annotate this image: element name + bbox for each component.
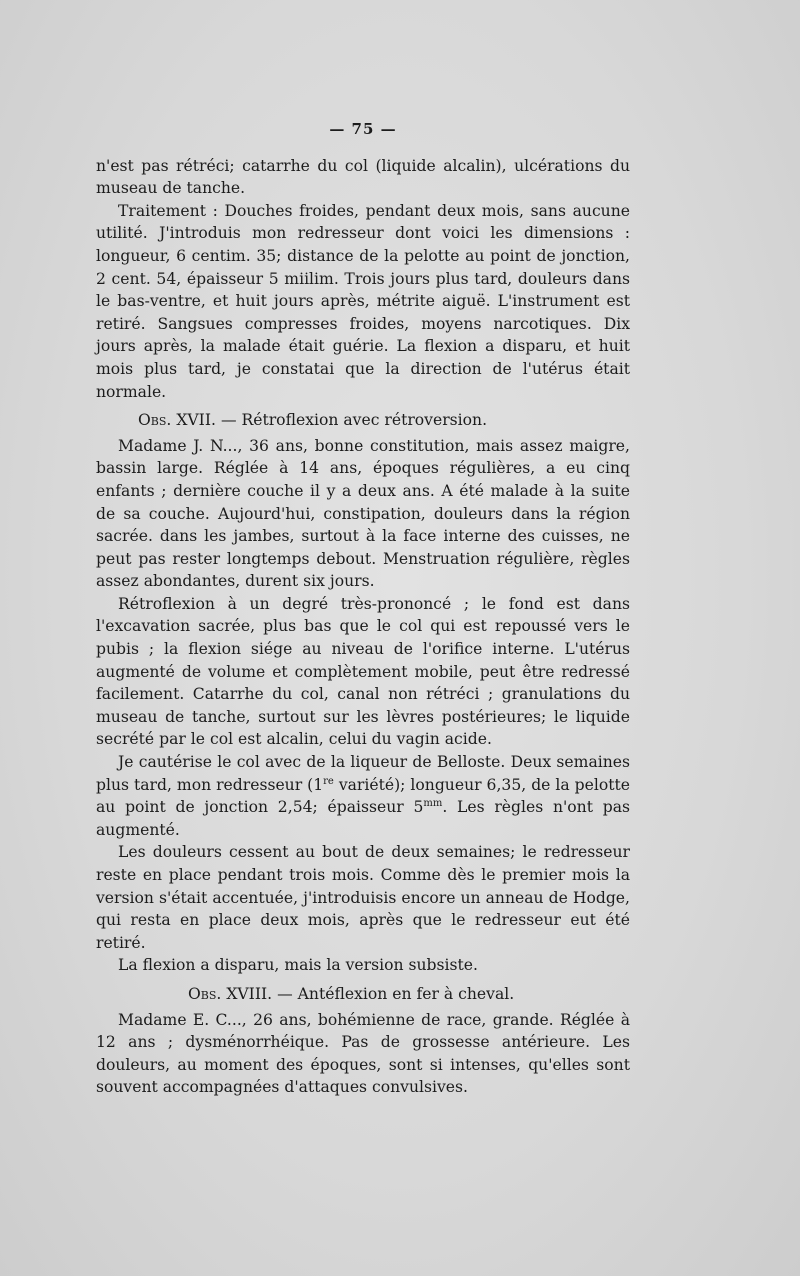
obs18-paragraph: Madame E. C..., 26 ans, bohémienne de race, grande. Réglée à 12 ans ; dysménorrhéique. Pas de grossesse antérieure. Les douleurs, au moment des époques, sont si intenses, qu'elles sont souvent accompagnées d'attaques convulsives. — [96, 1010, 630, 1097]
observation-heading-17 — [96, 409, 630, 432]
observation-heading-18 — [96, 983, 630, 1006]
obs17-paragraph: Les douleurs cessent au bout de deux semaines; le redresseur reste en place pendant trois mois. Comme dès le premier mois la version s'était accentuée, j'introduisis encore un anneau de Hodge, qui resta en place deux mois, après que le redresseur eut été retiré. — [96, 843, 630, 952]
superscript: mm — [423, 798, 443, 810]
page-text — [96, 118, 630, 1099]
observation-label: Obs. XVIII. — [188, 984, 273, 1003]
text-run: variété); longueur 6,35, de la pelotte au point de jonction 2,54; épaisseur 5 — [96, 775, 630, 817]
observation-label: Obs. XVII. — [138, 411, 216, 430]
text-run: Je cautérise le col avec de la liqueur de Belloste. Deux semaines plus tard, mon redresseur (1 — [96, 753, 630, 794]
paragraph-continuation: n'est pas rétréci; catarrhe du col (liquide alcalin), ulcérations du museau de tanche. — [96, 156, 630, 198]
obs17-paragraph: La flexion a disparu, mais la version subsiste. — [118, 956, 478, 975]
text-run: . Les règles n'ont pas augmenté. — [96, 798, 631, 839]
superscript: re — [323, 775, 334, 787]
paragraph-treatment: Traitement : Douches froides, pendant deux mois, sans aucune utilité. J'introduis mon redresseur dont voici les dimensions : longueur, 6 centim. 35; distance de la pelotte au point de jonction, 2 cent. 54, épaisseur 5 miilim. Trois jours plus tard, douleurs dans le bas-ventre, et huit jours après, métrite aiguë. L'instrument est retiré. Sangsues compresses froides, moyens narcotiques. Dix jours après, la malade était guérie. La flexion a disparu, et huit mois plus tard, je constatai que la direction de l'utérus était normale. — [96, 201, 630, 401]
observation-title: — Rétroflexion avec rétroversion. — [220, 411, 488, 430]
obs17-paragraph: Madame J. N..., 36 ans, bonne constitution, mais assez maigre, bassin large. Réglée à 14 ans, époques régulières, a eu cinq enfants ; dernière couche il y a deux ans. A été malade à la suite de sa couche. Aujourd'hui, constipation, douleurs dans la région sacrée. dans les jambes, surtout à la face interne des cuisses, ne peut pas rester longtemps debout. Menstruation régulière, règles assez abondantes, durent six jours. — [96, 436, 630, 591]
observation-title: — Antéflexion en fer à cheval. — [277, 984, 515, 1003]
obs17-paragraph-cauterise — [96, 751, 630, 841]
page-number: — 75 — — [329, 120, 397, 138]
obs17-paragraph: Rétroflexion à un degré très-prononcé ; le fond est dans l'excavation sacrée, plus bas que le col qui est repoussé vers le pubis ; la flexion siége au niveau de l'orifice interne. L'utérus augmenté de volume et complètement mobile, peut être redressé facilement. Catarrhe du col, canal non rétréci ; granulations du museau de tanche, surtout sur les lèvres postérieures; le liquide secrété par le col est alcalin, celui du vagin acide. — [96, 594, 630, 749]
